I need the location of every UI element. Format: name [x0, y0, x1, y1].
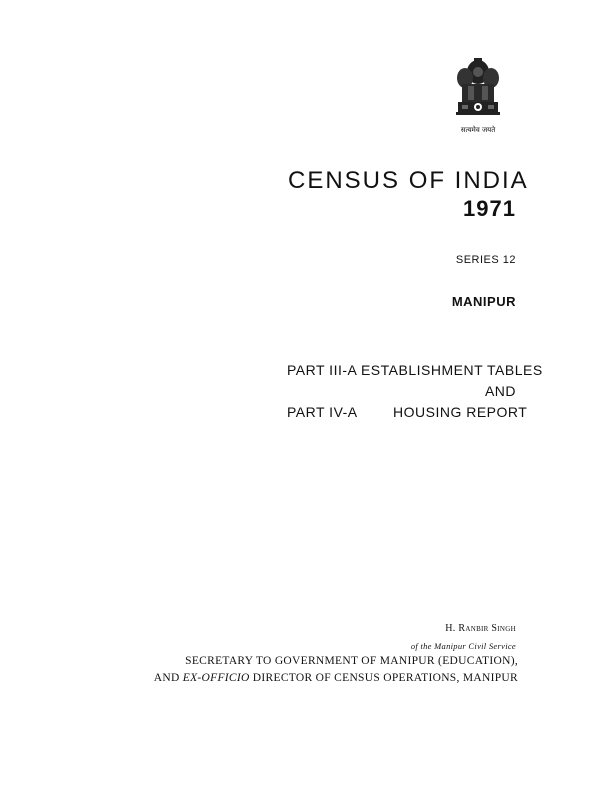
emblem-motto: सत्यमेव जयते — [460, 126, 496, 134]
page-title: CENSUS OF INDIA — [288, 167, 529, 194]
author-name: H. Ranbir Singh — [445, 623, 516, 634]
and-connector: AND — [484, 383, 516, 399]
part-iii-a-title: PART III-A ESTABLISHMENT TABLES — [287, 362, 543, 378]
census-year: 1971 — [463, 196, 516, 221]
designation-suffix: DIRECTOR OF CENSUS OPERATIONS, MANIPUR — [249, 672, 518, 684]
part-iv-a-title: HOUSING REPORT — [393, 404, 528, 420]
author-designation-line2 — [154, 672, 518, 684]
designation-prefix: AND — [153, 672, 183, 684]
ex-officio-text: EX-OFFICIO — [182, 672, 250, 684]
state-name: MANIPUR — [451, 294, 516, 309]
author-designation-line1: SECRETARY TO GOVERNMENT OF MANIPUR (EDUCATION), — [185, 655, 518, 667]
state-emblem-icon — [446, 56, 510, 140]
series-number: SERIES 12 — [455, 254, 516, 266]
author-service: of the Manipur Civil Service — [410, 641, 516, 651]
part-iv-a-label: PART IV-A — [287, 404, 358, 420]
